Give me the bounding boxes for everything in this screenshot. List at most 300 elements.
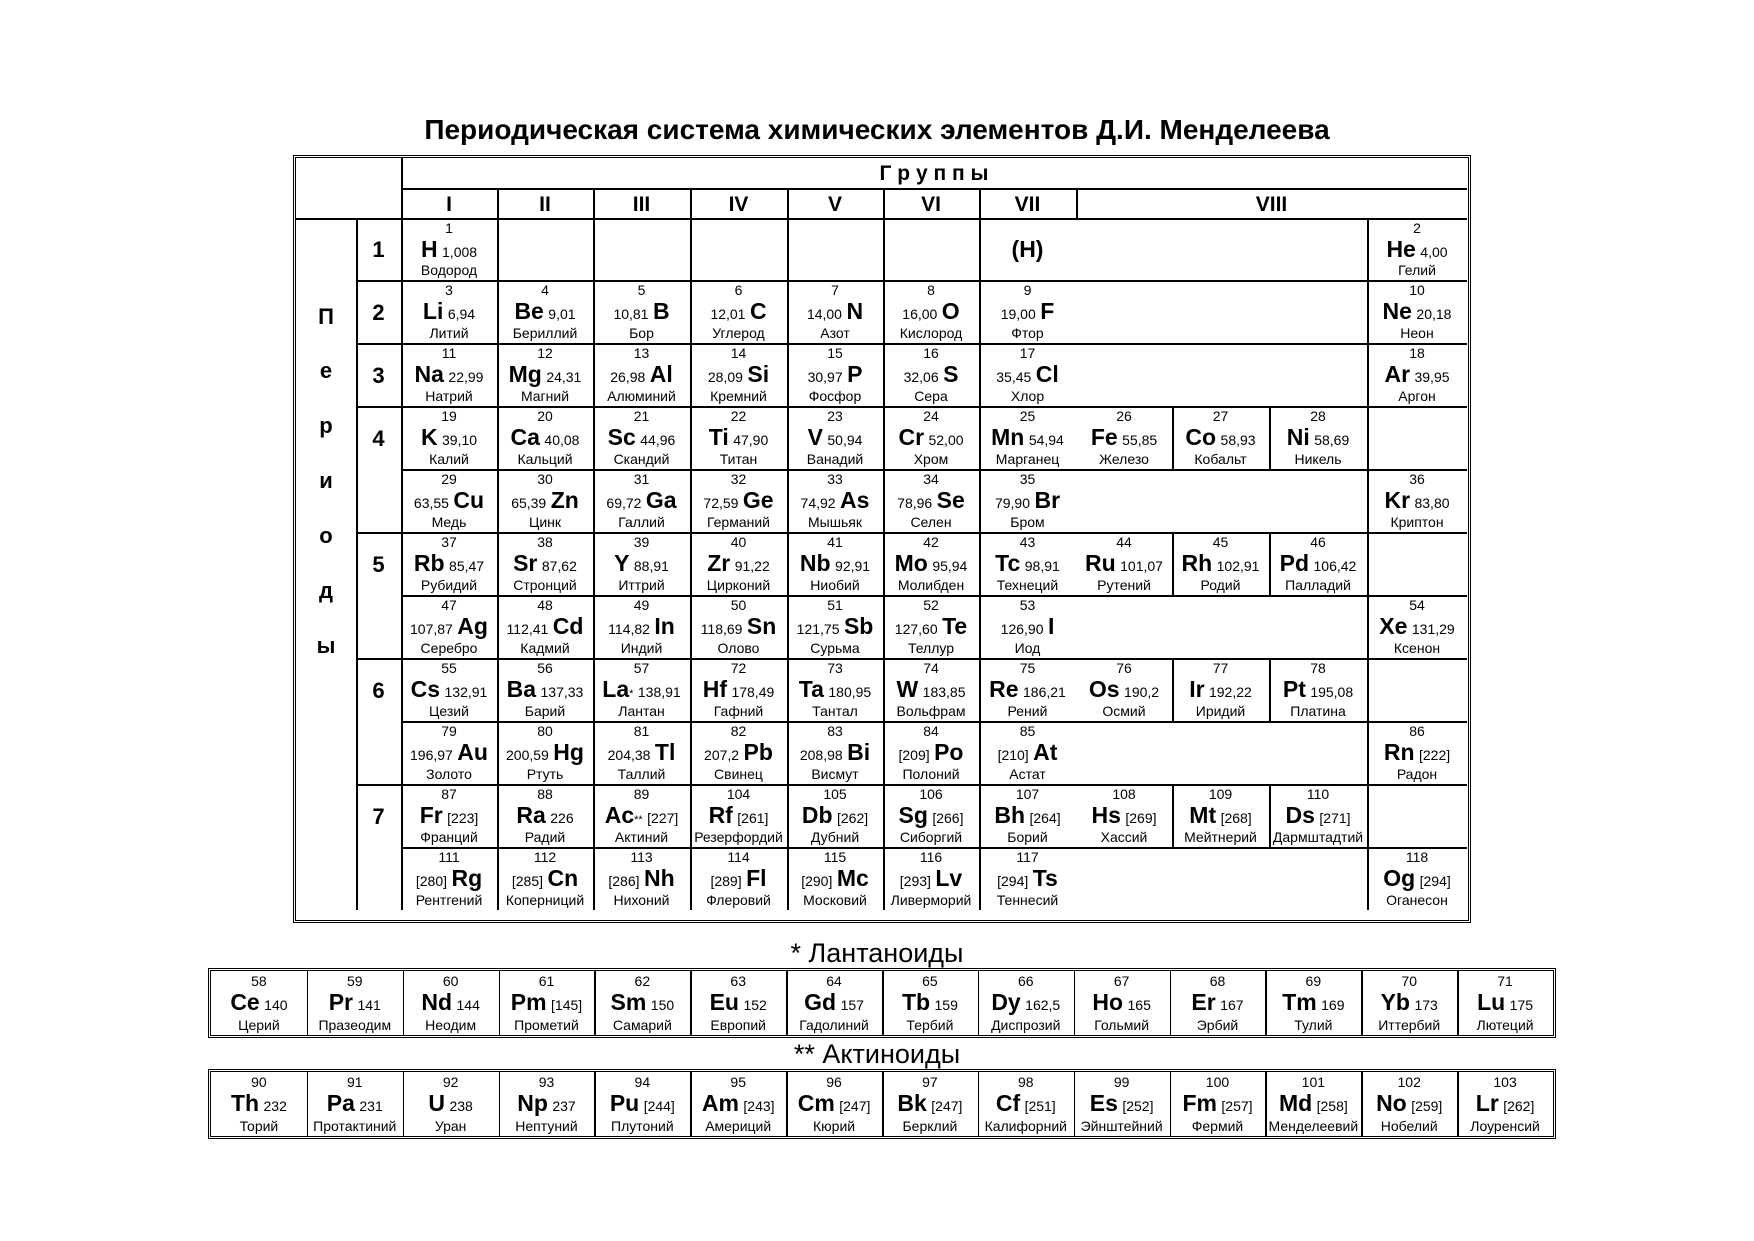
element-symbol: N (846, 298, 864, 324)
element-symbol-line (690, 804, 787, 827)
atomic-mass: [268] (1220, 810, 1252, 826)
element-cell (979, 595, 1076, 658)
element-cell (979, 784, 1076, 847)
element-symbol-line (787, 867, 883, 890)
element-name: Ксенон (1393, 640, 1441, 656)
element-name: Гадолиний (799, 1017, 869, 1033)
atomic-number: 80 (537, 723, 553, 739)
atomic-mass: 192,22 (1208, 684, 1252, 700)
period-letter: и (319, 468, 333, 493)
element-name: Дубний (810, 829, 860, 845)
element-cell (883, 847, 979, 910)
element-symbol: Hs (1091, 802, 1121, 828)
element-name: Иттрий (618, 577, 665, 593)
element-symbol-line (1457, 991, 1553, 1014)
element-symbol-line (401, 489, 497, 512)
element-symbol: Fr (419, 802, 443, 828)
element-symbol-line (883, 678, 979, 701)
element-cell (690, 847, 787, 910)
element-name: Ливерморий (890, 892, 972, 908)
element-symbol: La (602, 676, 630, 702)
element-cell (593, 280, 690, 343)
atomic-number: 98 (1017, 1074, 1034, 1090)
element-symbol-line (883, 615, 979, 638)
atomic-mass: 26,98 (610, 369, 646, 385)
element-symbol-line (690, 741, 787, 764)
element-symbol-line (1172, 426, 1269, 449)
element-symbol: Db (801, 802, 833, 828)
element-name: Барий (524, 703, 566, 719)
atomic-number: 37 (441, 534, 457, 550)
atomic-number: 7 (831, 282, 839, 298)
element-symbol-line (1367, 867, 1467, 890)
atomic-mass: 91,22 (734, 558, 770, 574)
atomic-number: 117 (1016, 849, 1039, 865)
atomic-number: 17 (1019, 345, 1036, 361)
atomic-number: 105 (823, 786, 847, 802)
atomic-mass: 9,01 (548, 306, 576, 322)
group-label: II (539, 193, 551, 216)
element-cell (787, 280, 883, 343)
atomic-mass: 39,10 (442, 432, 478, 448)
element-symbol: Rb (413, 550, 445, 576)
element-symbol: Mg (508, 361, 542, 387)
element-name: Мышьяк (808, 514, 862, 530)
element-name: Индий (620, 640, 663, 656)
atomic-number: 21 (633, 408, 650, 424)
element-name: Германий (707, 514, 770, 530)
element-cell (497, 847, 593, 910)
element-symbol: H (420, 236, 438, 262)
element-symbol-line (978, 991, 1074, 1014)
element-cell (593, 658, 690, 721)
grid-line (356, 280, 401, 282)
element-symbol-line (1074, 991, 1170, 1014)
element-cell (593, 343, 690, 406)
element-name: Иод (1014, 640, 1041, 656)
element-symbol: Zr (707, 550, 731, 576)
element-symbol-line (211, 1092, 307, 1115)
atomic-mass: 112,41 (506, 621, 549, 637)
element-name: Кремний (710, 388, 767, 404)
atomic-number: 111 (438, 849, 460, 865)
atomic-number: 13 (633, 345, 650, 361)
element-symbol: Dy (991, 989, 1021, 1015)
element-symbol: Zn (550, 487, 579, 513)
element-cell (690, 280, 787, 343)
atomic-mass: 44,96 (640, 432, 676, 448)
atomic-mass: 237 (552, 1098, 576, 1114)
atomic-mass: 54,94 (1028, 432, 1064, 448)
element-symbol-line (979, 363, 1076, 386)
element-symbol-line (1367, 741, 1467, 764)
element-name: Бор (629, 325, 654, 341)
element-cell (1367, 721, 1467, 784)
element-name: Рутений (1097, 577, 1151, 593)
element-cell (307, 971, 403, 1035)
atomic-number: 115 (823, 849, 847, 865)
atomic-number: 78 (1310, 660, 1326, 676)
element-cell (690, 469, 787, 532)
element-symbol: Ti (708, 424, 729, 450)
element-symbol-line (1172, 804, 1269, 827)
element-symbol: Pu (609, 1090, 640, 1116)
element-symbol-line (403, 1092, 499, 1115)
element-name: Хром (913, 451, 949, 467)
element-symbol-line (497, 804, 593, 827)
element-cell (1265, 1072, 1361, 1136)
element-symbol: W (896, 676, 919, 702)
atomic-mass: [258] (1316, 1098, 1348, 1114)
element-cell (1269, 532, 1367, 595)
atomic-number: 11 (441, 345, 457, 361)
element-symbol: F (1040, 298, 1055, 324)
atomic-number: 75 (1019, 660, 1036, 676)
element-name: Нептуний (515, 1118, 578, 1134)
element-symbol: Rg (451, 865, 483, 891)
element-cell (690, 658, 787, 721)
element-symbol: Pd (1279, 550, 1310, 576)
element-symbol-line (978, 1092, 1074, 1115)
element-symbol-line (593, 363, 690, 386)
atomic-number: 47 (441, 597, 457, 613)
element-symbol-line (883, 552, 979, 575)
element-cell (1170, 971, 1266, 1035)
atomic-number: 3 (445, 282, 453, 298)
atomic-number: 71 (1497, 973, 1513, 989)
element-symbol-line (211, 991, 307, 1014)
element-symbol: Lr (1475, 1090, 1499, 1116)
element-name: Селен (910, 514, 952, 530)
element-symbol: Sn (746, 613, 777, 639)
atomic-mass: 74,92 (800, 495, 836, 511)
atomic-number: 43 (1019, 534, 1036, 550)
element-name: Алюминий (607, 388, 676, 404)
atomic-number: 90 (251, 1074, 267, 1090)
atomic-number: 1 (445, 220, 453, 236)
element-symbol-line (497, 552, 593, 575)
element-symbol: Nb (799, 550, 831, 576)
element-symbol-line (690, 300, 787, 323)
element-cell (401, 784, 497, 847)
atomic-mass: 167 (1220, 997, 1244, 1013)
element-name: Лантан (618, 703, 665, 719)
atomic-mass: 92,91 (835, 558, 871, 574)
element-name: Празеодим (318, 1017, 392, 1033)
element-symbol: Ne (1382, 298, 1412, 324)
atomic-mass: 190,2 (1124, 684, 1160, 700)
element-cell (401, 595, 497, 658)
element-cell (593, 847, 690, 910)
element-cell (401, 469, 497, 532)
element-symbol: Re (989, 676, 1019, 702)
element-name: Магний (520, 388, 570, 404)
period-letter: о (319, 523, 333, 548)
element-symbol-line (1361, 991, 1457, 1014)
element-name: Америций (705, 1118, 772, 1134)
element-symbol-line (1170, 1092, 1266, 1115)
element-symbol-line (401, 867, 497, 890)
element-symbol-line (594, 991, 690, 1014)
element-symbol-line (1265, 1092, 1361, 1115)
element-cell (1269, 658, 1367, 721)
element-symbol-line (1074, 1092, 1170, 1115)
atomic-mass: 137,33 (540, 684, 584, 700)
element-symbol: I (1047, 613, 1055, 639)
element-symbol: Ds (1285, 802, 1315, 828)
group-label: VII (1014, 193, 1041, 216)
atomic-mass: 238 (449, 1098, 473, 1114)
element-symbol-line (1367, 300, 1467, 323)
atomic-mass: 63,55 (413, 495, 449, 511)
element-symbol: Ar (1384, 361, 1411, 387)
element-name: Бром (1010, 514, 1045, 530)
atomic-number: 45 (1212, 534, 1229, 550)
atomic-number: 94 (634, 1074, 651, 1090)
element-symbol-line (690, 363, 787, 386)
element-symbol: Ac (604, 802, 635, 828)
element-cell (1361, 971, 1457, 1035)
element-symbol: Cm (797, 1090, 835, 1116)
element-symbol-line (883, 489, 979, 512)
element-symbol: Pm (510, 989, 547, 1015)
element-name: Родий (1200, 577, 1241, 593)
element-symbol: Tc (995, 550, 1021, 576)
element-symbol-line (690, 991, 786, 1014)
period-number: 1 (372, 237, 385, 262)
period-number: 3 (372, 362, 385, 388)
atomic-mass: 195,08 (1310, 684, 1354, 700)
element-symbol: Bh (994, 802, 1026, 828)
element-symbol-line (787, 426, 883, 449)
element-cell (979, 469, 1076, 532)
atomic-number: 88 (537, 786, 553, 802)
element-symbol: Se (936, 487, 965, 513)
element-symbol: Os (1088, 676, 1120, 702)
element-cell (1172, 406, 1269, 469)
atomic-mass: 150 (650, 997, 675, 1013)
element-symbol: Cf (995, 1090, 1021, 1116)
element-symbol: Fm (1182, 1090, 1217, 1116)
atomic-mass: 88,91 (633, 558, 669, 574)
element-symbol-line (690, 867, 787, 890)
element-cell (1170, 1072, 1266, 1136)
element-symbol-line (979, 489, 1076, 512)
element-cell (401, 658, 497, 721)
element-symbol-line (401, 238, 497, 261)
atomic-mass: [209] (898, 747, 930, 763)
element-cell (401, 847, 497, 910)
element-name: Европий (710, 1017, 766, 1033)
atomic-number: 10 (1409, 282, 1425, 298)
element-cell (1367, 847, 1467, 910)
atomic-number: 102 (1397, 1074, 1421, 1090)
atomic-number: 76 (1116, 660, 1132, 676)
atomic-number: 55 (441, 660, 457, 676)
element-cell (497, 280, 593, 343)
atomic-mass: [285] (511, 873, 543, 889)
atomic-number: 110 (1306, 786, 1330, 802)
group-label: VI (921, 193, 941, 216)
element-cell (497, 595, 593, 658)
atomic-mass: [269] (1125, 810, 1157, 826)
atomic-number: 39 (633, 534, 650, 550)
element-symbol: Mc (836, 865, 869, 891)
element-name: Серебро (420, 640, 478, 656)
atomic-mass: 157 (840, 997, 864, 1013)
atomic-number: 79 (441, 723, 457, 739)
atomic-number: 83 (827, 723, 843, 739)
element-name: Платина (1290, 703, 1346, 719)
element-symbol-line (401, 363, 497, 386)
element-cell (690, 406, 787, 469)
element-symbol: Tm (1282, 989, 1317, 1015)
atomic-mass: 16,00 (902, 306, 938, 322)
element-symbol-line (1457, 1092, 1553, 1115)
atomic-mass: [223] (447, 810, 479, 826)
element-symbol: P (847, 361, 863, 387)
element-symbol: C (749, 298, 767, 324)
element-symbol: Yb (1380, 989, 1410, 1015)
element-symbol: Sm (610, 989, 647, 1015)
element-name: Галлий (618, 514, 665, 530)
atomic-mass: [293] (899, 873, 931, 889)
element-name: Олово (717, 640, 760, 656)
atomic-number: 60 (442, 973, 459, 989)
element-name: Таллий (617, 766, 666, 782)
atomic-mass: 162,5 (1025, 997, 1061, 1013)
element-cell (979, 280, 1076, 343)
atomic-number: 5 (637, 282, 646, 298)
lanthanides-title: * Лантаноиды (790, 938, 964, 968)
element-symbol: K (420, 424, 438, 450)
element-name: Вольфрам (896, 703, 966, 719)
element-symbol: Fl (746, 865, 767, 891)
element-symbol-line (882, 991, 978, 1014)
atomic-mass: [266] (932, 810, 964, 826)
atomic-mass: 65,39 (511, 495, 547, 511)
element-name: Церий (238, 1017, 280, 1033)
element-name: Литий (429, 325, 469, 341)
atomic-mass: 107,87 (410, 621, 453, 637)
atomic-number: 57 (633, 660, 650, 676)
element-name: Титан (719, 451, 758, 467)
atomic-number: 20 (537, 408, 553, 424)
atomic-mass: 20,18 (1416, 306, 1452, 322)
atomic-number: 16 (923, 345, 939, 361)
group-label: I (446, 193, 452, 216)
element-symbol-line (787, 363, 883, 386)
element-symbol-line (1367, 238, 1467, 261)
atomic-number: 28 (1310, 408, 1326, 424)
element-cell (979, 406, 1076, 469)
atomic-mass: 83,80 (1414, 495, 1450, 511)
atomic-mass: [271] (1319, 810, 1351, 826)
element-symbol: Rn (1383, 739, 1415, 765)
element-cell (401, 343, 497, 406)
element-cell (787, 595, 883, 658)
grid-line (401, 188, 1467, 190)
element-cell (1367, 595, 1467, 658)
element-symbol-line (593, 804, 690, 827)
atomic-mass: 175 (1509, 997, 1534, 1013)
atomic-number: 32 (730, 471, 747, 487)
atomic-number: 84 (923, 723, 939, 739)
atomic-number: 108 (1112, 786, 1136, 802)
element-cell (403, 1072, 499, 1136)
element-symbol: Og (1383, 865, 1416, 891)
atomic-number: 24 (923, 408, 939, 424)
element-symbol-line (499, 991, 595, 1014)
atomic-mass: 6,94 (447, 306, 476, 322)
element-symbol-line (883, 741, 979, 764)
atomic-mass: 12,01 (710, 306, 746, 322)
element-name: Иттербий (1378, 1017, 1441, 1033)
atomic-mass: [262] (836, 810, 869, 826)
atomic-mass: [264] (1029, 810, 1061, 826)
element-cell (690, 784, 787, 847)
atomic-mass: [251] (1024, 1098, 1056, 1114)
element-name: Флеровий (706, 892, 771, 908)
atomic-mass: 178,49 (731, 684, 775, 700)
atomic-mass: 98,91 (1024, 558, 1060, 574)
element-cell (787, 721, 883, 784)
element-cell (1367, 280, 1467, 343)
element-symbol: Es (1089, 1090, 1118, 1116)
element-symbol: Sc (607, 424, 636, 450)
element-symbol-line (1367, 615, 1467, 638)
atomic-number: 15 (827, 345, 843, 361)
atomic-number: 42 (923, 534, 939, 550)
footnote-mark: * (629, 688, 634, 700)
element-name: Дармштадтий (1272, 829, 1364, 845)
atomic-number: 53 (1019, 597, 1036, 613)
element-cell (690, 1072, 786, 1136)
atomic-number: 63 (730, 973, 746, 989)
element-symbol-line (401, 426, 497, 449)
element-cell (1172, 532, 1269, 595)
atomic-mass: [244] (643, 1098, 675, 1114)
atomic-mass: [243] (743, 1098, 775, 1114)
element-cell (690, 721, 787, 784)
atomic-number: 31 (633, 471, 650, 487)
atomic-number: 50 (730, 597, 747, 613)
element-name: Нихоний (613, 892, 670, 908)
atomic-mass: 118,69 (700, 621, 743, 637)
atomic-number: 64 (826, 973, 842, 989)
element-symbol: Ag (457, 613, 488, 639)
element-symbol: U (428, 1090, 446, 1116)
atomic-number: 74 (923, 660, 939, 676)
atomic-mass: [247] (931, 1098, 963, 1114)
element-symbol-line (1076, 678, 1172, 701)
atomic-number: 26 (1116, 408, 1132, 424)
element-cell (211, 1072, 307, 1136)
element-symbol-line (979, 804, 1076, 827)
element-name: Оганесон (1386, 892, 1448, 908)
element-symbol-line (1269, 678, 1367, 701)
element-name: Прометий (514, 1017, 579, 1033)
element-symbol: Pr (328, 989, 353, 1015)
element-cell (593, 595, 690, 658)
atomic-number: 114 (727, 849, 750, 865)
element-name: Эйнштейний (1080, 1118, 1163, 1134)
element-symbol-line (690, 552, 787, 575)
element-cell (882, 971, 978, 1035)
atomic-mass: 200,59 (506, 747, 549, 763)
element-name: Торий (239, 1118, 279, 1134)
element-name: Ванадий (806, 451, 864, 467)
